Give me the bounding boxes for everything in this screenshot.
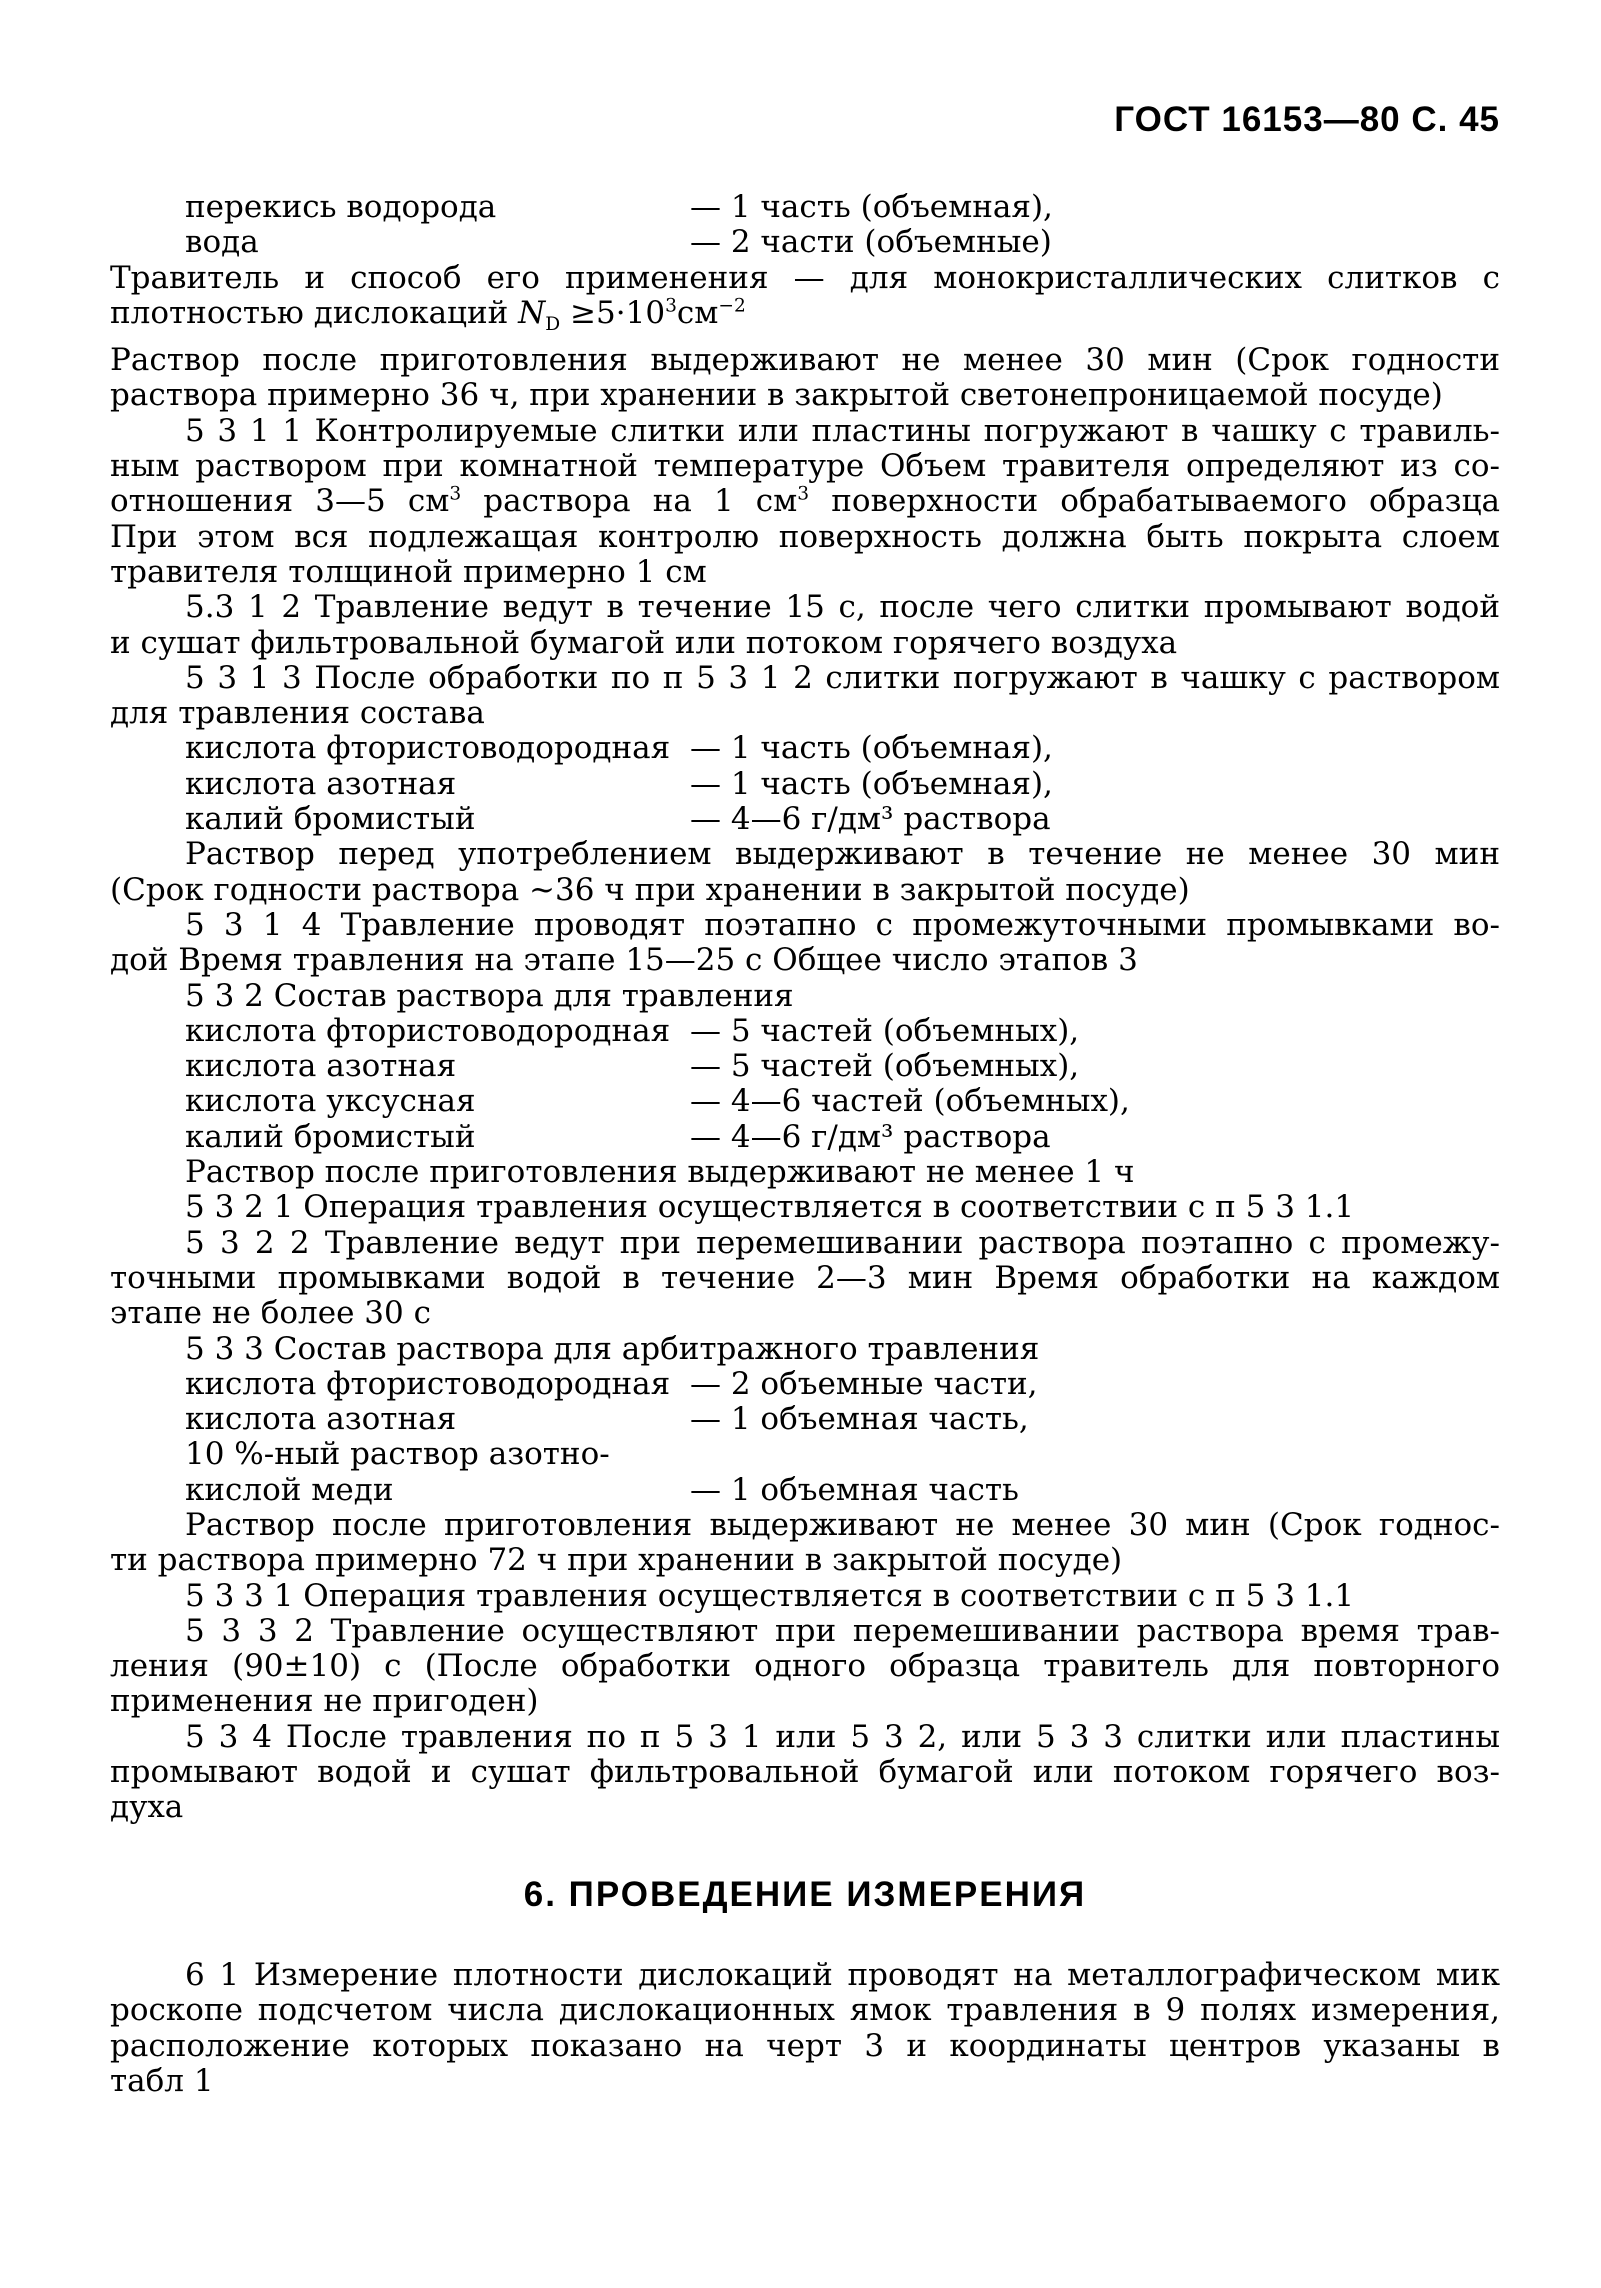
reagent-row	[110, 225, 1500, 260]
paragraph-line: ти раствора примерно 72 ч при хранении в закрытой посуде)	[110, 1542, 1123, 1579]
paragraph-line	[110, 484, 1500, 519]
text-span: поверхности обрабатываемого образца	[809, 483, 1500, 520]
paragraph-line: Раствор перед употреблением выдерживают в течение не менее 30 мин	[185, 836, 1500, 873]
superscript: 3	[665, 295, 677, 317]
paragraph-line	[110, 294, 1500, 336]
symbol: N	[518, 294, 546, 331]
reagent-amount: — 4—6 частей (объемных),	[690, 1083, 1130, 1120]
reagent-amount: — 1 объемная часть	[690, 1471, 1019, 1508]
reagent-row	[110, 1084, 1500, 1119]
reagent-amount: — 4—6 г/дм³ раствора	[690, 801, 1051, 838]
subscript: D	[545, 314, 561, 336]
text-span: см	[676, 294, 719, 331]
reagent-row	[110, 1367, 1500, 1402]
paragraph-line: 5.3 1 2 Травление ведут в течение 15 с, после чего слитки промывают водой	[185, 589, 1500, 626]
text-span: плотностью дислокаций	[110, 294, 509, 331]
reagent-name: вода	[185, 224, 259, 261]
reagent-name: перекись водорода	[185, 189, 497, 225]
reagent-amount: — 2 части (объемные)	[690, 224, 1052, 261]
paragraph-line: Травитель и способ его применения — для монокристаллических слитков с	[110, 259, 1500, 296]
reagent-row	[110, 1120, 1500, 1155]
paragraph-line: 5 3 2 2 Травление ведут при перемешивании раствора поэтапно с промежу-	[185, 1224, 1500, 1261]
paragraph-line: Раствор после приготовления выдерживают не менее 1 ч	[185, 1154, 1135, 1191]
reagent-amount: — 4—6 г/дм³ раствора	[690, 1118, 1051, 1155]
reagent-amount: — 5 частей (объемных),	[690, 1012, 1080, 1049]
reagent-amount: — 1 часть (объемная),	[690, 730, 1053, 767]
reagent-row	[110, 767, 1500, 802]
reagent-row	[110, 731, 1500, 766]
paragraph-line: 5 3 1 4 Травление проводят поэтапно с промежуточными промывками во-	[185, 906, 1500, 943]
reagent-row	[110, 1049, 1500, 1084]
reagent-name: кислота фтористоводородная	[185, 1365, 671, 1402]
paragraph-line: 5 3 2 1 Операция травления осуществляется в соответствии с п 5 3 1.1	[185, 1189, 1355, 1226]
paragraph-line: точными промывками водой в течение 2—3 мин Время обработки на каждом	[110, 1259, 1500, 1296]
text-span: отношения 3—5 см	[110, 483, 450, 520]
paragraph-line: 5 3 1 1 Контролируемые слитки или пластины погружают в чашку с травиль-	[185, 412, 1500, 449]
paragraph-line: раствора примерно 36 ч, при хранении в закрытой светонепроницаемой посуде)	[110, 377, 1443, 414]
reagent-amount: — 2 объемные части,	[690, 1365, 1038, 1402]
reagent-name: 10 %-ный раствор азотно-	[185, 1436, 610, 1473]
reagent-name: калий бромистый	[185, 801, 476, 838]
superscript: 3	[797, 484, 810, 506]
page-header: ГОСТ 16153—80 С. 45	[1114, 100, 1500, 139]
paragraph-line: (Срок годности раствора ~36 ч при хранении в закрытой посуде)	[110, 871, 1190, 908]
reagent-amount: — 1 часть (объемная),	[690, 189, 1053, 225]
paragraph-line: табл 1	[110, 2062, 214, 2099]
reagent-name: кислота фтористоводородная	[185, 1012, 671, 1049]
paragraph-line: расположение которых показано на черт 3 и координаты центров указаны в	[110, 2027, 1500, 2064]
reagent-name: кислота азотная	[185, 1401, 457, 1438]
superscript: −2	[718, 295, 746, 317]
reagent-name: кислой меди	[185, 1471, 394, 1508]
reagent-row	[110, 1014, 1500, 1049]
paragraph-line: 5 3 3 2 Травление осуществляют при перемешивании раствора время трав-	[185, 1612, 1500, 1649]
paragraph-line: 5 3 3 1 Операция травления осуществляется в соответствии с п 5 3 1.1	[185, 1577, 1355, 1614]
paragraph-line: роскопе подсчетом числа дислокационных ямок травления в 9 полях измерения,	[110, 1992, 1500, 2029]
reagent-amount: — 1 объемная часть,	[690, 1401, 1029, 1438]
reagent-name: кислота фтористоводородная	[185, 730, 671, 767]
paragraph-line: ления (90±10) с (После обработки одного образца травитель для повторного	[110, 1648, 1500, 1685]
reagent-row	[110, 802, 1500, 837]
reagent-row	[110, 190, 1500, 225]
paragraph-line: 5 3 2 Состав раствора для травления	[185, 977, 794, 1014]
reagent-name: кислота уксусная	[185, 1083, 476, 1120]
paragraph-line: 5 3 1 3 После обработки по п 5 3 1 2 слитки погружают в чашку с раствором	[185, 659, 1500, 696]
superscript: 3	[449, 484, 462, 506]
document-body	[110, 190, 1500, 1826]
text-span: раствора на 1 см	[461, 483, 798, 520]
paragraph-line: 5 3 3 Состав раствора для арбитражного травления	[185, 1330, 1040, 1367]
reagent-name: калий бромистый	[185, 1118, 476, 1155]
reagent-name: кислота азотная	[185, 1048, 457, 1085]
paragraph-line: ным раствором при комнатной температуре Объем травителя определяют из со-	[110, 448, 1500, 485]
reagent-amount: — 1 часть (объемная),	[690, 765, 1053, 802]
reagent-row	[110, 1473, 1500, 1508]
paragraph-line: духа	[110, 1789, 184, 1826]
reagent-row	[110, 1437, 1500, 1472]
reagent-row	[110, 1402, 1500, 1437]
reagent-name: кислота азотная	[185, 765, 457, 802]
paragraph-line: промывают водой и сушат фильтровальной бумагой или потоком горячего воз-	[110, 1754, 1500, 1791]
paragraph-line: Раствор после приготовления выдерживают не менее 30 мин (Срок годности	[110, 342, 1500, 379]
text-span: ≥5·10	[560, 294, 666, 331]
reagent-amount: — 5 частей (объемных),	[690, 1048, 1080, 1085]
paragraph-line: травителя толщиной примерно 1 см	[110, 553, 707, 590]
paragraph-line: 6 1 Измерение плотности дислокаций проводят на металлографическом мик	[185, 1957, 1500, 1993]
document-body-section-6	[110, 1958, 1500, 2099]
paragraph-line: дой Время травления на этапе 15—25 с Общее число этапов 3	[110, 942, 1138, 979]
paragraph-line: 5 3 4 После травления по п 5 3 1 или 5 3 2, или 5 3 3 слитки или пластины	[185, 1718, 1500, 1755]
section-title: 6. ПРОВЕДЕНИЕ ИЗМЕРЕНИЯ	[523, 1875, 1087, 1914]
paragraph-line: этапе не более 30 с	[110, 1295, 431, 1332]
paragraph-line: для травления состава	[110, 695, 485, 732]
paragraph-line: Раствор после приготовления выдерживают не менее 30 мин (Срок годнос-	[185, 1506, 1500, 1543]
paragraph-line: При этом вся подлежащая контролю поверхность должна быть покрыта слоем	[110, 518, 1500, 555]
paragraph-line: и сушат фильтровальной бумагой или потоком горячего воздуха	[110, 624, 1178, 661]
paragraph-line: применения не пригоден)	[110, 1683, 539, 1720]
